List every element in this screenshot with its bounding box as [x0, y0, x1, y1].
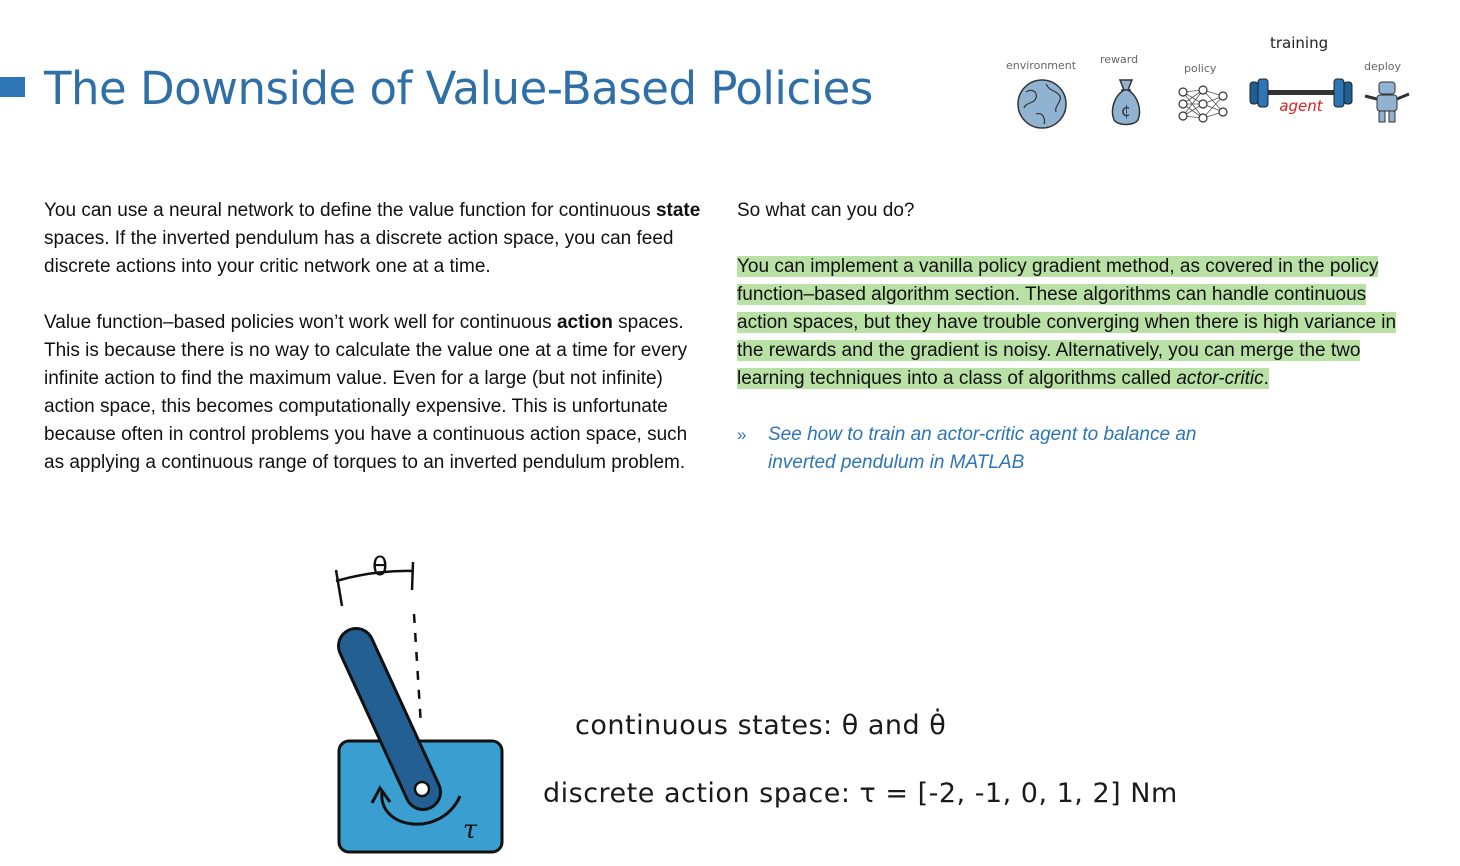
theta-label: θ — [372, 552, 388, 582]
workflow-training-label: training — [1270, 34, 1329, 52]
workflow-label-policy: policy — [1184, 62, 1217, 75]
highlight-text: You can implement a vanilla policy gradient method, as covered in the policy function–based algorithm section. These algorithms can handle continuous action spaces, but they have trouble converging when there is high variance in the rewards and the gradient is noisy. Alternatively, you can merge the two learning techniques into a class of algorithms called — [737, 256, 1397, 389]
page-title: The Downside of Value-Based Policies — [44, 62, 873, 115]
tau-label: τ — [462, 815, 478, 845]
vertical-dashed-line — [414, 614, 421, 726]
barbell-icon — [1248, 76, 1354, 120]
pivot-point — [415, 782, 429, 796]
p2-text-end: spaces. This is because there is no way to calculate the value one at a time for every infinite action to find the maximum value. Even for a large (but not infinite) action space, this becomes computationally expensive. This is unfortunate because often in control problems you have a continuous action space, such as applying a continuous range of torques to an inverted pendulum problem. — [44, 312, 688, 473]
right-column — [737, 197, 1417, 477]
workflow-strip — [1000, 28, 1420, 138]
actor-critic-example-link[interactable]: See how to train an actor-critic agent to balance an inverted pendulum in MATLAB — [768, 424, 1197, 473]
p2-text-start: Value function–based policies won’t work well for continuous — [44, 312, 557, 333]
globe-icon — [1016, 78, 1068, 130]
robot-icon — [1362, 80, 1412, 124]
left-column — [44, 197, 708, 505]
highlighted-paragraph — [737, 253, 1417, 393]
p1-bold-state: state — [655, 200, 701, 221]
highlight-end: . — [1263, 368, 1269, 389]
chevron-right-icon: » — [737, 425, 747, 444]
neural-network-icon — [1178, 84, 1228, 124]
workflow-label-deploy: deploy — [1364, 60, 1402, 73]
paragraph-value-network — [44, 197, 708, 281]
title-accent-bar — [0, 77, 25, 97]
question-text: So what can you do? — [737, 200, 915, 221]
caption-discrete-actions: discrete action space: τ = [-2, -1, 0, 1, 2] Nm — [543, 778, 1178, 809]
svg-text:¢: ¢ — [1120, 101, 1132, 120]
p1-text-start: You can use a neural network to define the value function for continuous — [44, 200, 656, 221]
p2-bold-action: action — [556, 312, 613, 333]
caption-continuous-states: continuous states: θ and θ̇ — [575, 710, 947, 741]
highlight-italic-term: actor-critic — [1176, 368, 1264, 389]
money-bag-icon — [1108, 76, 1144, 128]
link-row — [737, 421, 1248, 477]
workflow-label-reward: reward — [1100, 53, 1139, 66]
svg-text:agent: agent — [1279, 97, 1323, 115]
inverted-pendulum-diagram — [320, 548, 520, 860]
p1-text-end: spaces. If the inverted pendulum has a discrete action space, you can feed discrete actions into your critic network one at a time. — [44, 228, 674, 277]
workflow-label-environment: environment — [1006, 59, 1077, 72]
workflow-label-agent — [1001, 28, 1002, 29]
paragraph-continuous-action — [44, 309, 708, 477]
